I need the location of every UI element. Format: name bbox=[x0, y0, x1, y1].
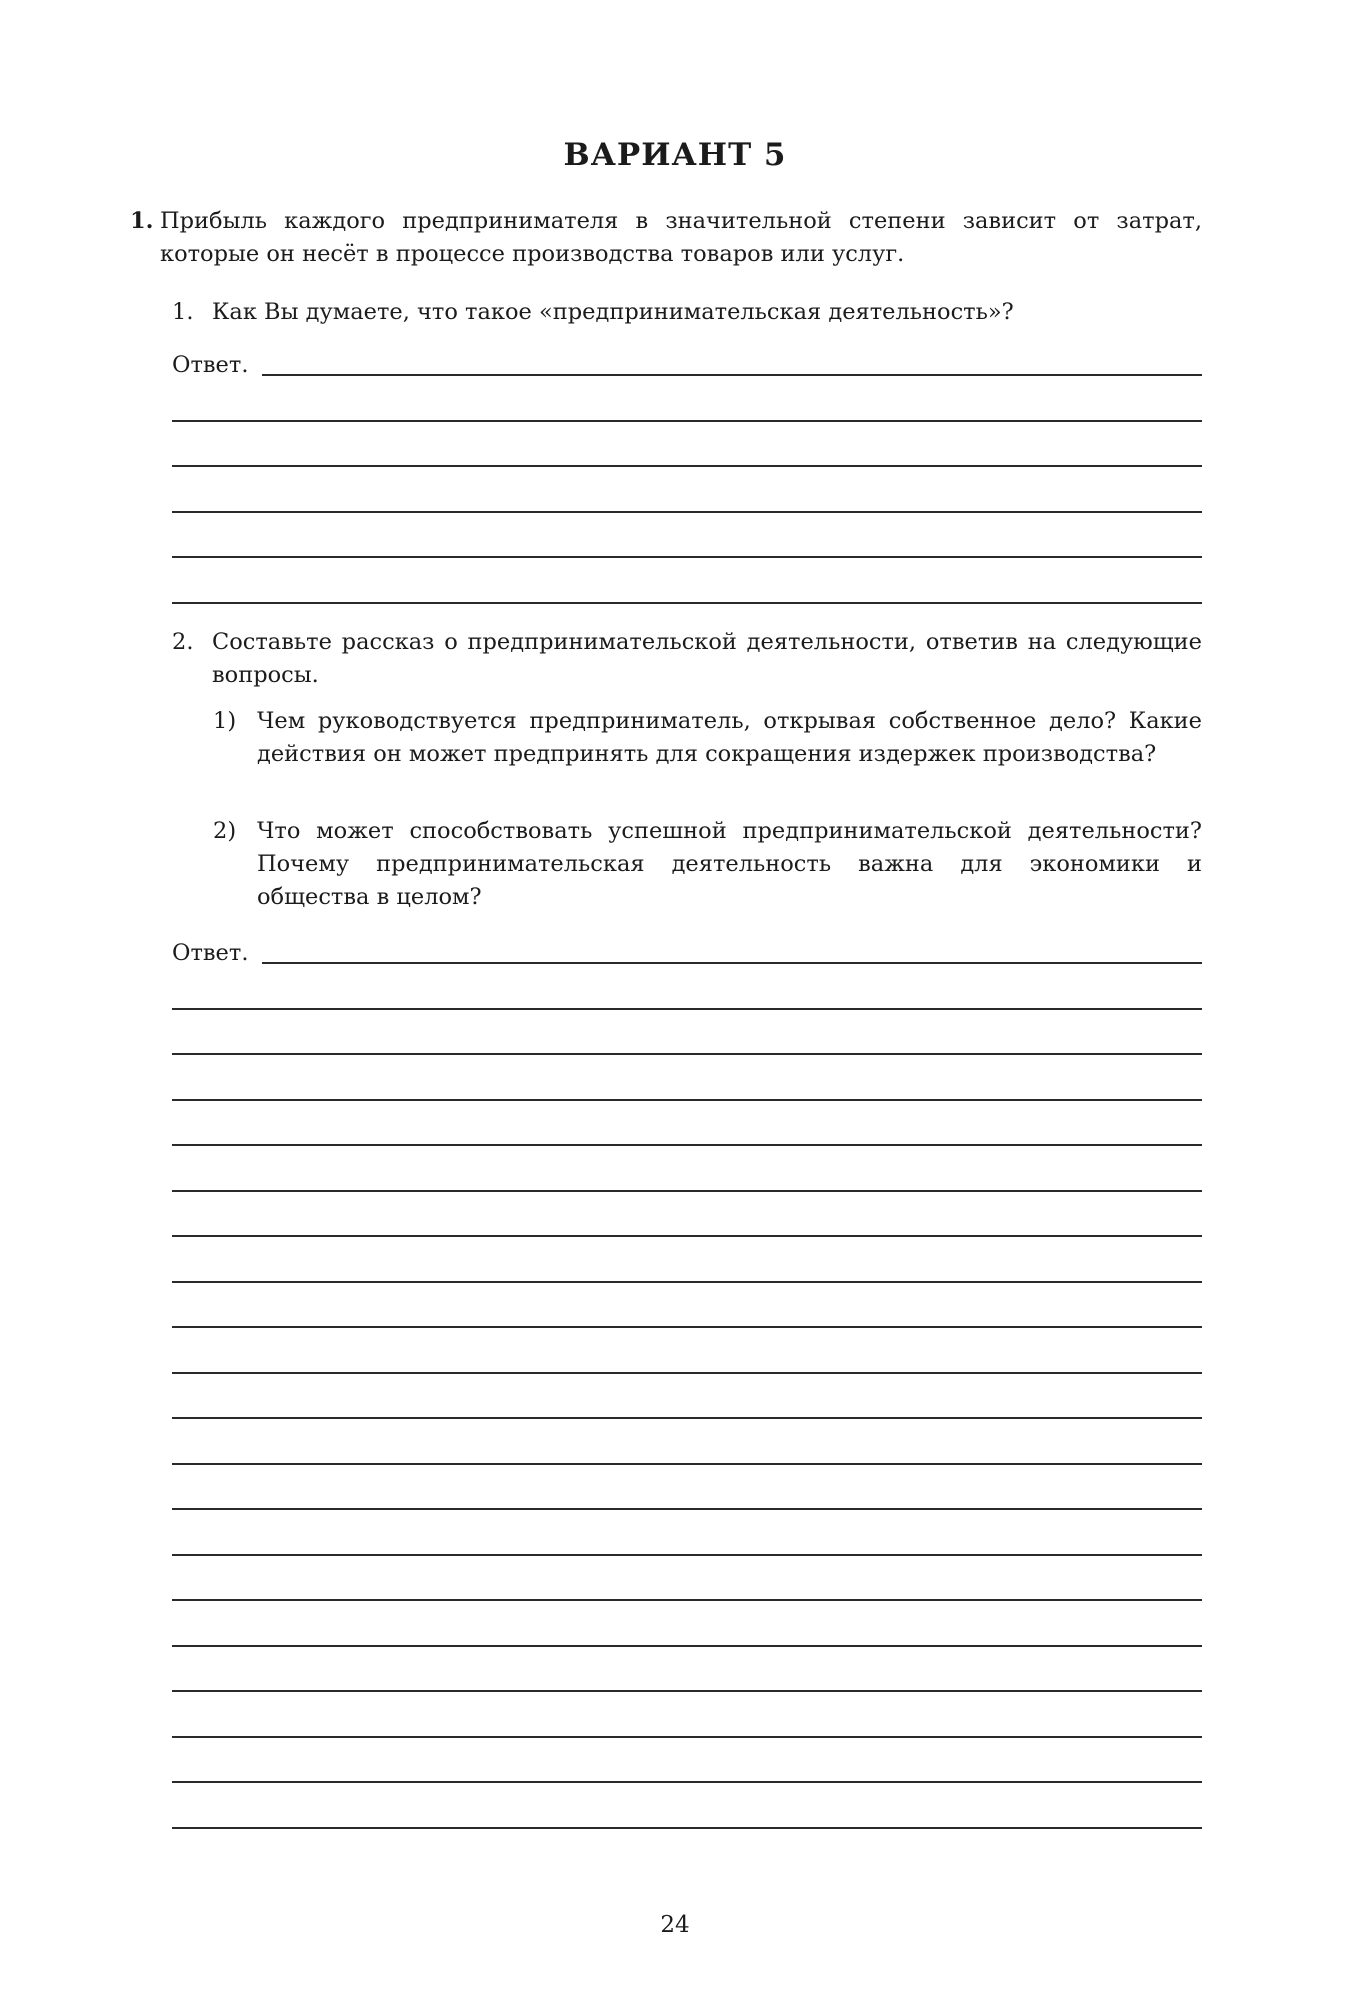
answer-2-line[interactable] bbox=[172, 1053, 1202, 1055]
answer-2-line[interactable] bbox=[172, 1599, 1202, 1601]
answer-2-line[interactable] bbox=[172, 1372, 1202, 1374]
question-2-subitem-1 bbox=[213, 705, 1202, 771]
answer-1-line[interactable] bbox=[172, 465, 1202, 467]
answer-1-line[interactable] bbox=[172, 602, 1202, 604]
task-1 bbox=[130, 205, 1202, 271]
question-1 bbox=[172, 296, 1202, 329]
answer-2-line[interactable] bbox=[172, 1827, 1202, 1829]
question-2-number: 2. bbox=[172, 629, 194, 655]
question-2-subitem-2 bbox=[213, 815, 1202, 914]
answer-2-line[interactable] bbox=[172, 1736, 1202, 1738]
question-1-number: 1. bbox=[172, 299, 194, 325]
question-1-text: Как Вы думаете, что такое «предпринимательская деятельность»? bbox=[212, 299, 1014, 325]
answer-2-line[interactable] bbox=[172, 1463, 1202, 1465]
answer-2-line[interactable] bbox=[172, 1645, 1202, 1647]
answer-2-line[interactable] bbox=[172, 1190, 1202, 1192]
answer-2-line[interactable] bbox=[172, 1281, 1202, 1283]
answer-1-line[interactable] bbox=[172, 511, 1202, 513]
task-1-text: Прибыль каждого предпринимателя в значительной степени зависит от затрат, которые он несёт в процессе производства товаров или услуг. bbox=[160, 208, 1202, 267]
answer-2-line[interactable] bbox=[172, 1508, 1202, 1510]
page-number: 24 bbox=[660, 1912, 690, 1938]
subitem-1-text: Чем руководствуется предприниматель, открывая собственное дело? Какие действия он может предпринять для сокращения издержек производства? bbox=[257, 708, 1202, 767]
answer-2-line[interactable] bbox=[172, 1235, 1202, 1237]
answer-1-line[interactable] bbox=[262, 374, 1202, 376]
subitem-1-number: 1) bbox=[213, 708, 237, 734]
task-1-number: 1. bbox=[130, 208, 154, 234]
answer-2-line[interactable] bbox=[262, 962, 1202, 964]
answer-2-line[interactable] bbox=[172, 1417, 1202, 1419]
answer-2-line[interactable] bbox=[172, 1781, 1202, 1783]
answer-2-label: Ответ. bbox=[172, 940, 249, 966]
question-2 bbox=[172, 626, 1202, 692]
answer-2-line[interactable] bbox=[172, 1008, 1202, 1010]
answer-2-line[interactable] bbox=[172, 1326, 1202, 1328]
answer-1-line[interactable] bbox=[172, 420, 1202, 422]
page-title: ВАРИАНТ 5 bbox=[563, 137, 787, 173]
answer-2-line[interactable] bbox=[172, 1099, 1202, 1101]
subitem-2-text: Что может способствовать успешной предпринимательской деятельности? Почему предпринимательская деятельность важна для экономики и общества в целом? bbox=[257, 818, 1202, 910]
answer-2-line[interactable] bbox=[172, 1690, 1202, 1692]
answer-1-line[interactable] bbox=[172, 556, 1202, 558]
answer-2-line[interactable] bbox=[172, 1554, 1202, 1556]
subitem-2-number: 2) bbox=[213, 818, 237, 844]
question-2-text: Составьте рассказ о предпринимательской деятельности, ответив на следующие вопросы. bbox=[212, 629, 1202, 688]
answer-1-label: Ответ. bbox=[172, 352, 249, 378]
answer-2-line[interactable] bbox=[172, 1144, 1202, 1146]
